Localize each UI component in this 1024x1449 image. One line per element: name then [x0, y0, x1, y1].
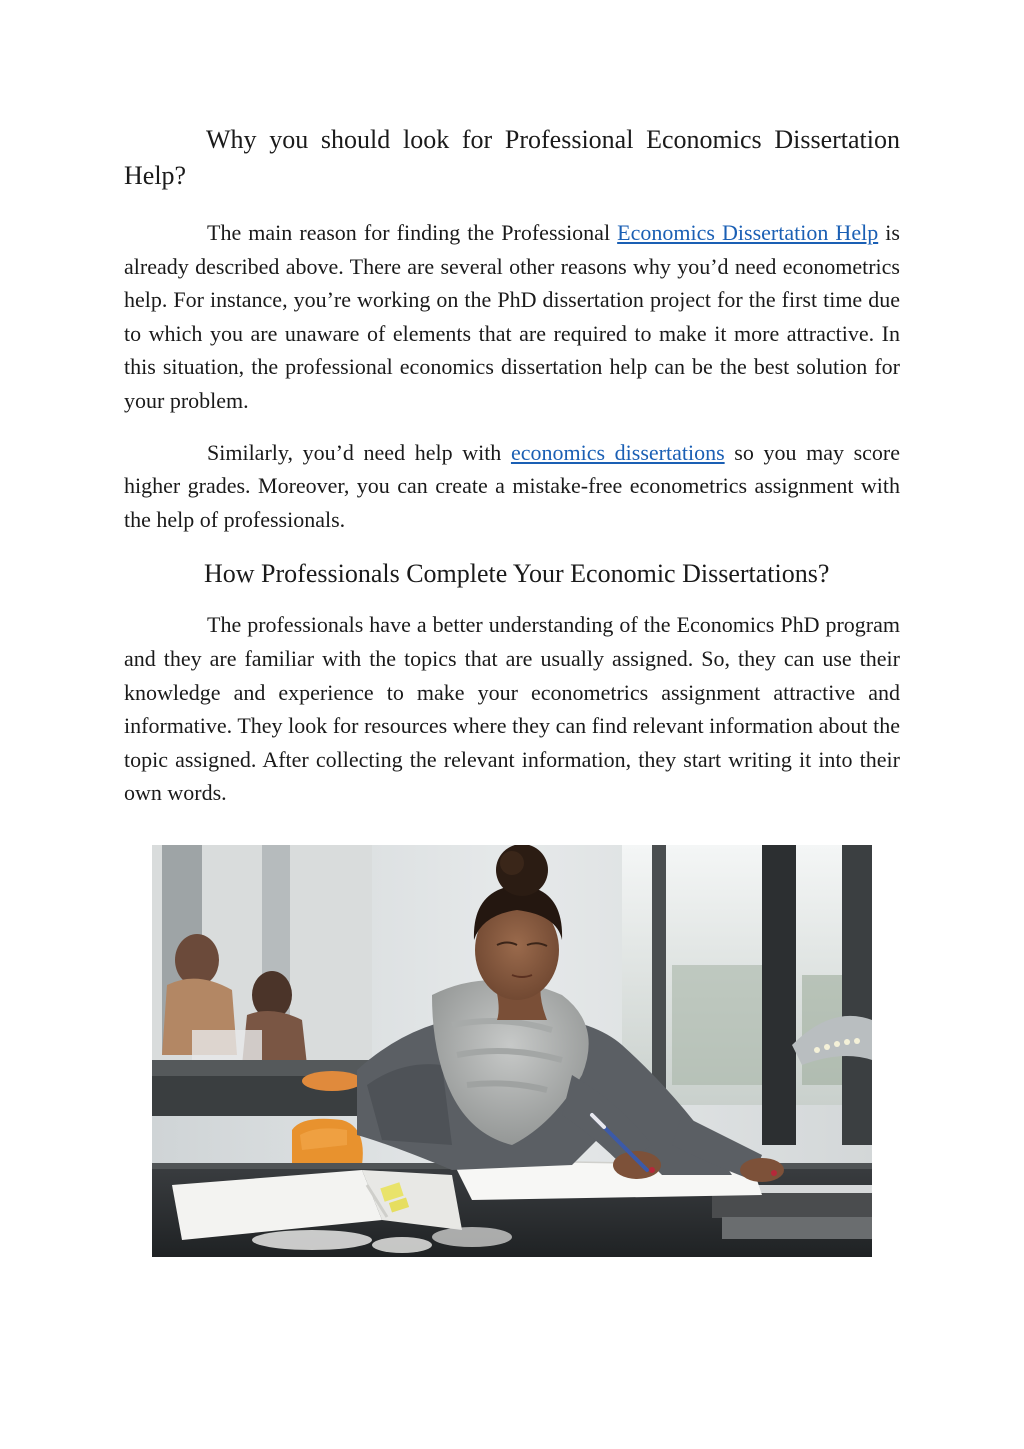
document-body	[124, 122, 900, 810]
section-heading-why: Why you should look for Professional Economics Dissertation Help?	[124, 125, 900, 190]
paragraph-main-reason-text-2: is already described above. There are several other reasons why you’d need econometrics help. For instance, you’re working on the PhD dissertation project for the first time due to which you are unaware of elements that are required to make it more attractive. In this situation, the professional economics dissertation help can be the best solution for your problem.	[124, 220, 900, 413]
paragraph-professionals: The professionals have a better understanding of the Economics PhD program and they are familiar with the topics that are usually assigned. So, they can use their knowledge and experience to make your econometrics assignment attractive and informative. They look for resources where they can find relevant information about the topic assigned. After collecting the relevant information, they start writing it into their own words.	[124, 612, 900, 806]
paragraph-main-reason	[124, 216, 900, 418]
economics-dissertation-help-link[interactable]: Economics Dissertation Help	[617, 220, 879, 245]
paragraph-similarly-text-2: so you may score higher grades. Moreover, you can create a mistake-free econometrics assignment with the help of professionals.	[124, 439, 900, 532]
paragraph-similarly-text-1: Similarly, you’d need help with	[207, 439, 511, 465]
section-heading-how: How Professionals Complete Your Economic Dissertations?	[204, 559, 830, 589]
paragraph-main-reason-text-1: The main reason for finding the Professional	[207, 220, 618, 245]
student-writing-photo	[152, 845, 872, 1257]
economics-dissertations-link[interactable]: economics dissertations	[510, 439, 725, 465]
student-writing-illustration	[152, 845, 872, 1257]
paragraph-similarly	[124, 436, 900, 537]
